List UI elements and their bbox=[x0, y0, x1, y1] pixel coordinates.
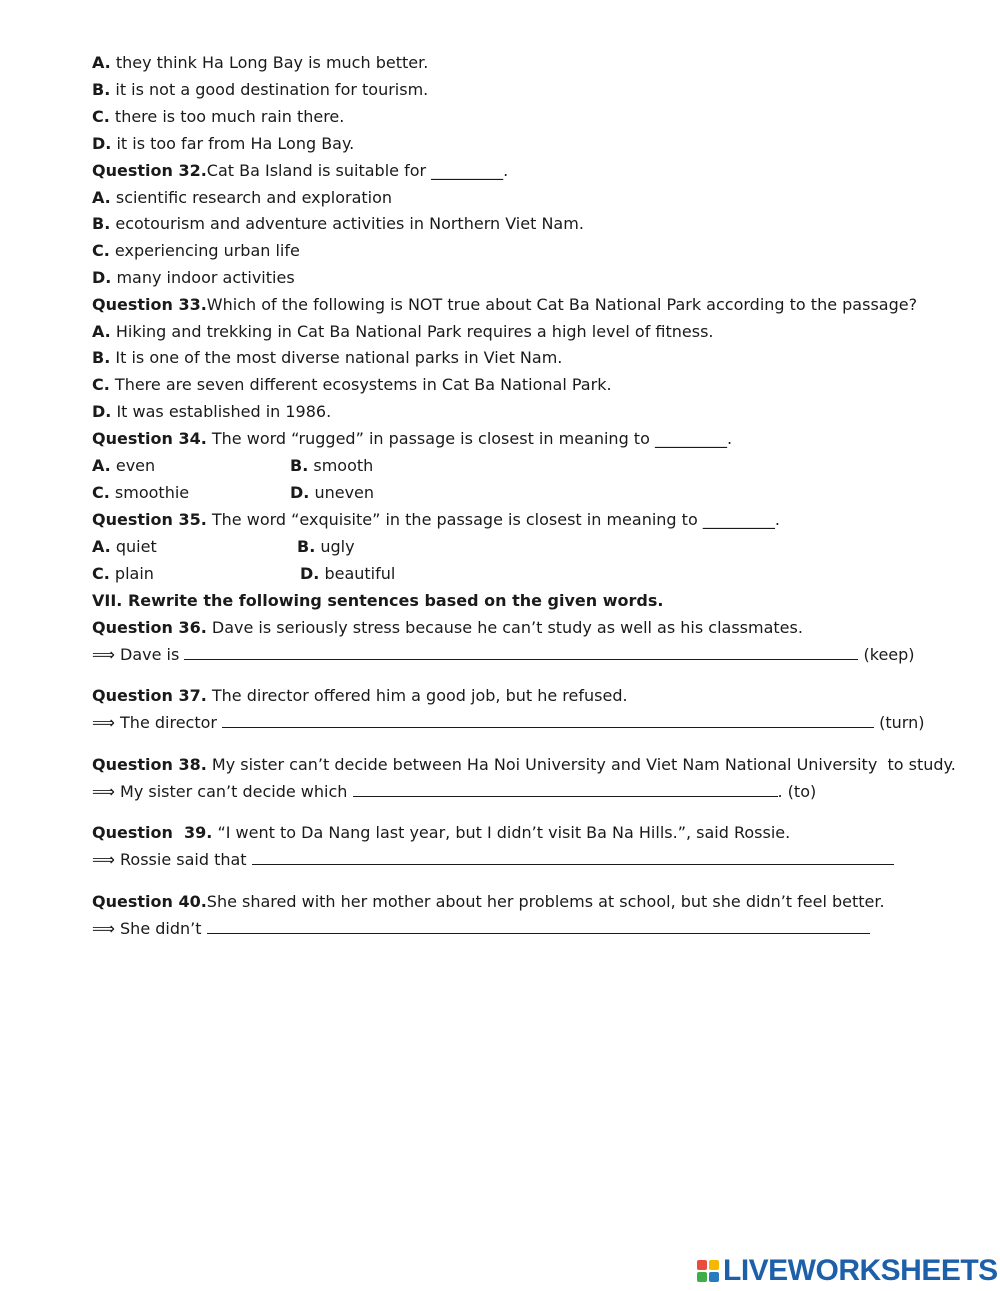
q40-answer-blank[interactable] bbox=[207, 919, 870, 934]
q40-answer-line: ⟹ She didn’t bbox=[92, 919, 870, 939]
question-33: Question 33.Which of the following is NOT true about Cat Ba National Park according to the passage? bbox=[92, 295, 918, 314]
q37-answer-line: ⟹ The director (turn) bbox=[92, 713, 925, 732]
q32-option-b: B. ecotourism and adventure activities in Northern Viet Nam. bbox=[92, 214, 584, 233]
q38-answer-blank[interactable] bbox=[353, 782, 778, 797]
q33-option-a: A. Hiking and trekking in Cat Ba National Park requires a high level of fitness. bbox=[92, 322, 714, 341]
logo-block bbox=[697, 1260, 707, 1270]
q34-option-a: A. even bbox=[92, 456, 156, 475]
q36-answer-blank[interactable] bbox=[184, 645, 858, 660]
q34-option-b: B. smooth bbox=[290, 456, 374, 475]
q32-option-a: A. scientific research and exploration bbox=[92, 188, 393, 207]
q39-answer-line: ⟹ Rossie said that bbox=[92, 850, 894, 870]
question-32: Question 32.Cat Ba Island is suitable for _________. bbox=[92, 161, 509, 180]
section-7-heading: VII. Rewrite the following sentences based on the given words. bbox=[92, 591, 664, 610]
q33-option-c: C. There are seven different ecosystems in Cat Ba National Park. bbox=[92, 375, 612, 394]
logo-block bbox=[709, 1260, 719, 1270]
logo-blocks-icon bbox=[697, 1260, 719, 1282]
q37-answer-blank[interactable] bbox=[222, 713, 874, 728]
question-37: Question 37. The director offered him a good job, but he refused. bbox=[92, 686, 628, 705]
q35-option-c: C. plain bbox=[92, 564, 154, 583]
q31-option-a: A. they think Ha Long Bay is much better. bbox=[92, 53, 429, 72]
question-34: Question 34. The word “rugged” in passage is closest in meaning to _________. bbox=[92, 429, 733, 448]
q32-option-d: D. many indoor activities bbox=[92, 268, 295, 287]
q35-option-d: D. beautiful bbox=[300, 564, 396, 583]
question-38: Question 38. My sister can’t decide between Ha Noi University and Viet Nam National University to study. bbox=[92, 755, 956, 774]
q35-option-a: A. quiet bbox=[92, 537, 157, 556]
q31-option-d: D. it is too far from Ha Long Bay. bbox=[92, 134, 355, 153]
q31-option-c: C. there is too much rain there. bbox=[92, 107, 345, 126]
q38-answer-line: ⟹ My sister can’t decide which . (to) bbox=[92, 782, 817, 801]
q36-answer-line: ⟹ Dave is (keep) bbox=[92, 645, 915, 664]
logo-block bbox=[709, 1272, 719, 1282]
logo-text: LIVEWORKSHEETS bbox=[723, 1254, 998, 1287]
question-40: Question 40.She shared with her mother about her problems at school, but she didn’t feel better. bbox=[92, 892, 885, 911]
logo-block bbox=[697, 1272, 707, 1282]
liveworksheets-logo[interactable] bbox=[697, 1255, 998, 1287]
question-35: Question 35. The word “exquisite” in the passage is closest in meaning to _________. bbox=[92, 510, 780, 529]
q35-option-b: B. ugly bbox=[297, 537, 355, 556]
question-36: Question 36. Dave is seriously stress because he can’t study as well as his classmates. bbox=[92, 618, 803, 637]
q33-option-d: D. It was established in 1986. bbox=[92, 402, 332, 421]
q34-option-c: C. smoothie bbox=[92, 483, 190, 502]
q34-option-d: D. uneven bbox=[290, 483, 375, 502]
question-39: Question 39. “I went to Da Nang last year, but I didn’t visit Ba Na Hills.”, said Rossie. bbox=[92, 823, 791, 842]
q32-option-c: C. experiencing urban life bbox=[92, 241, 300, 260]
q33-option-b: B. It is one of the most diverse national parks in Viet Nam. bbox=[92, 348, 563, 367]
q39-answer-blank[interactable] bbox=[252, 850, 894, 865]
q31-option-b: B. it is not a good destination for tourism. bbox=[92, 80, 429, 99]
